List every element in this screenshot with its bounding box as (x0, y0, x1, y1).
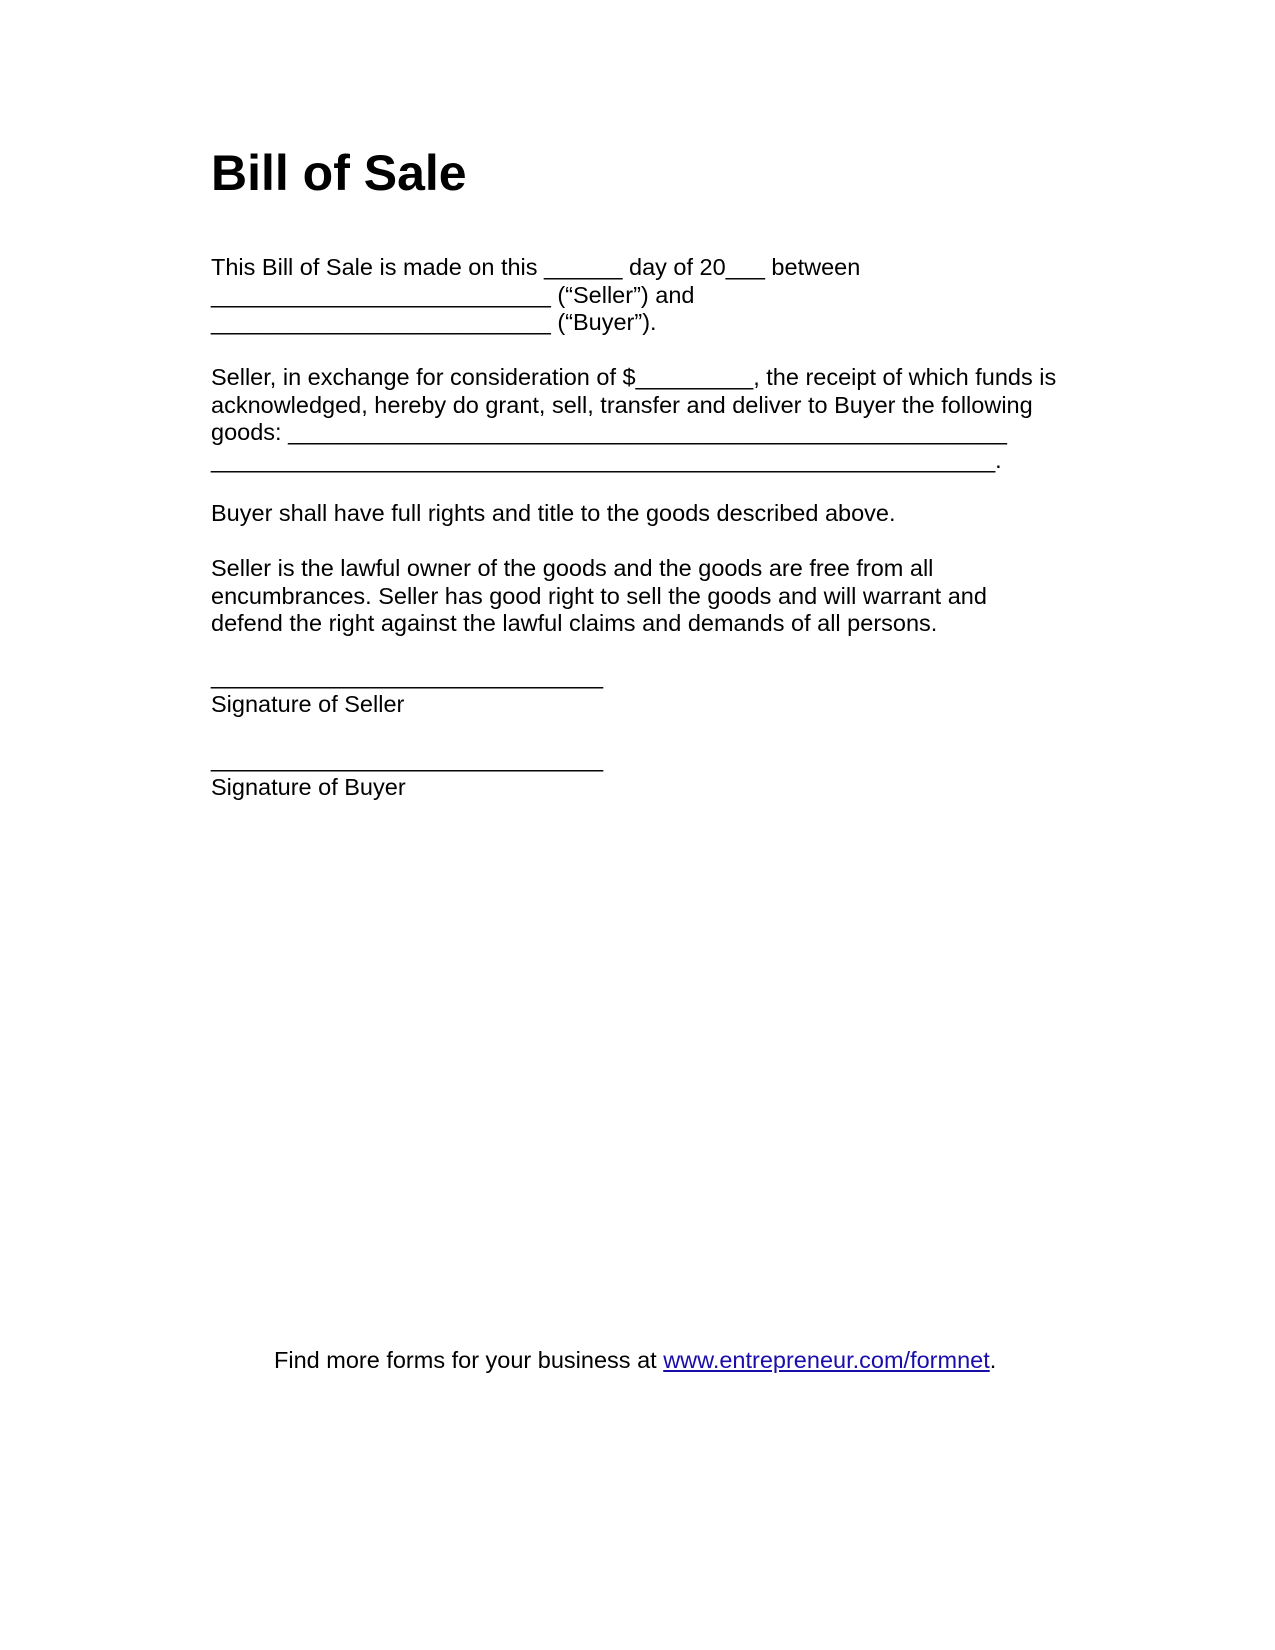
parties-paragraph (211, 254, 1111, 337)
consideration-paragraph (211, 364, 1111, 474)
rights-paragraph (211, 500, 1111, 528)
paragraph-line: __________________________ (“Buyer”). (211, 309, 657, 335)
buyer-signature-block (211, 746, 1111, 801)
paragraph-line: goods: _______________________________________________________ (211, 419, 1007, 445)
paragraph-line: ____________________________________________________________. (211, 446, 1002, 473)
document-title: Bill of Sale (211, 145, 467, 201)
seller-signature-label: Signature of Seller (211, 690, 405, 717)
footer-note (274, 1346, 996, 1374)
paragraph-line: defend the right against the lawful claims and demands of all persons. (211, 610, 938, 636)
warranty-paragraph (211, 555, 1111, 638)
seller-signature-block (211, 663, 1111, 718)
seller-signature-line: ______________________________ (211, 663, 604, 689)
footer-text: Find more forms for your business at (274, 1347, 664, 1373)
paragraph-line: Buyer shall have full rights and title to the goods described above. (211, 500, 896, 526)
paragraph-line: acknowledged, hereby do grant, sell, transfer and deliver to Buyer the following (211, 391, 1033, 418)
paragraph-line: Seller, in exchange for consideration of $_________, the receipt of which funds is (211, 364, 1057, 390)
buyer-signature-line: ______________________________ (211, 746, 604, 772)
footer-suffix: . (989, 1347, 997, 1373)
paragraph-line: __________________________ (“Seller”) and (211, 281, 695, 308)
formnet-link[interactable]: www.entrepreneur.com/formnet (663, 1347, 990, 1373)
paragraph-line: This Bill of Sale is made on this ______ day of 20___ between (211, 254, 861, 280)
paragraph-line: Seller is the lawful owner of the goods and the goods are free from all (211, 555, 934, 581)
paragraph-line: encumbrances. Seller has good right to sell the goods and will warrant and (211, 582, 987, 609)
buyer-signature-label: Signature of Buyer (211, 773, 406, 800)
